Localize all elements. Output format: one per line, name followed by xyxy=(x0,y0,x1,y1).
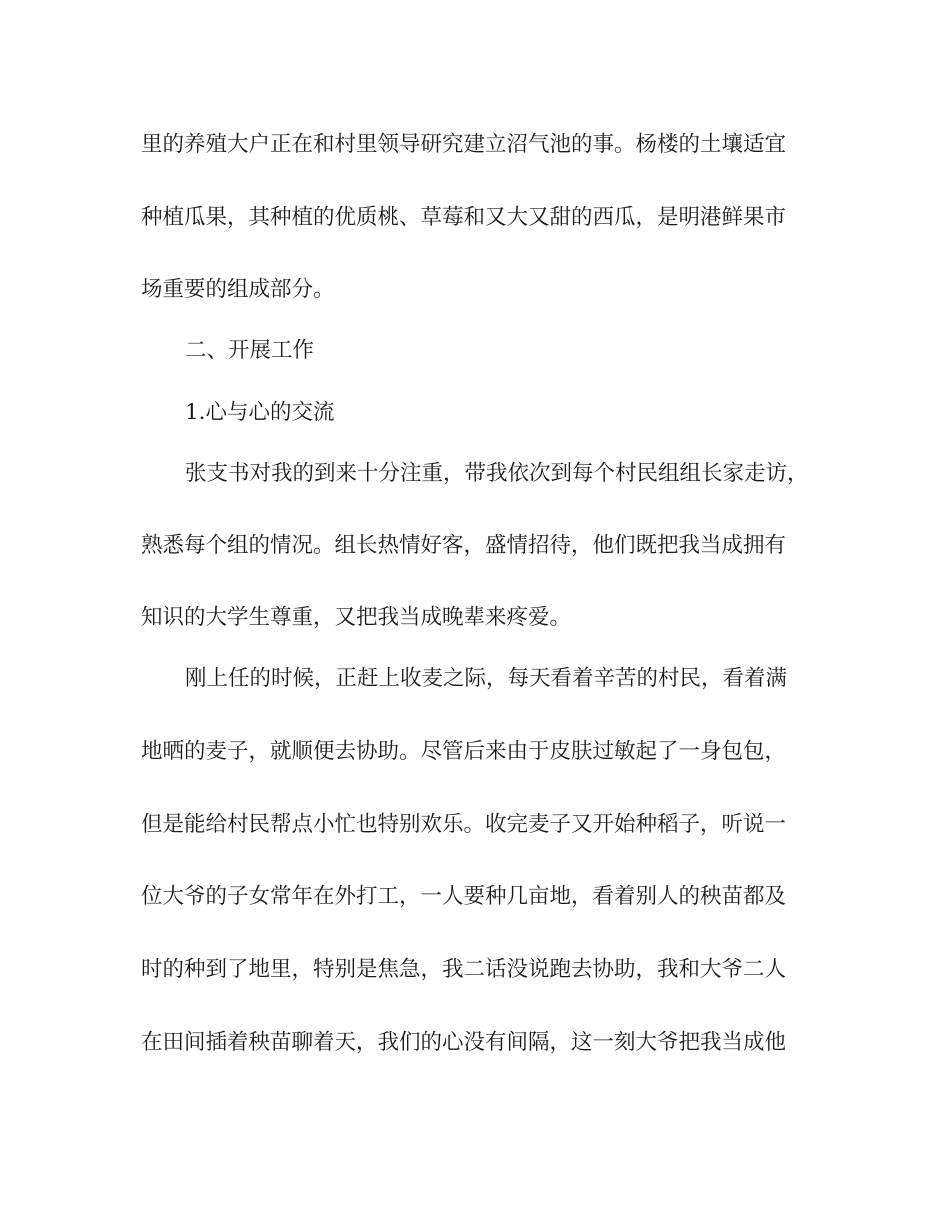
section-heading: 二、开展工作 xyxy=(185,338,315,363)
body-text-line: 但是能给村民帮点小忙也特别欢乐。收完麦子又开始种稻子，听说一 xyxy=(141,812,787,837)
body-text-line: 里的养殖大户正在和村里领导研究建立沼气池的事。杨楼的土壤适宜 xyxy=(141,132,787,157)
body-text-line: 知识的大学生尊重，又把我当成晚辈来疼爱。 xyxy=(141,605,572,630)
body-text-line: 张支书对我的到来十分注重，带我依次到每个村民组组长家走访， xyxy=(185,461,809,486)
body-text-line: 在田间插着秧苗聊着天，我们的心没有间隔，这一刻大爷把我当成他 xyxy=(141,1030,787,1055)
body-text-line: 地晒的麦子，就顺便去协助。尽管后来由于皮肤过敏起了一身包包， xyxy=(141,739,787,764)
body-text-line: 刚上任的时候，正赶上收麦之际，每天看着辛苦的村民，看着满 xyxy=(185,666,788,691)
body-text-line: 种植瓜果，其种植的优质桃、草莓和又大又甜的西瓜，是明港鲜果市 xyxy=(141,205,787,230)
body-text-line: 场重要的组成部分。 xyxy=(141,277,335,302)
subsection-heading: 1.心与心的交流 xyxy=(185,400,335,425)
body-text-line: 熟悉每个组的情况。组长热情好客，盛情招待，他们既把我当成拥有 xyxy=(141,533,787,558)
body-text-line: 时的种到了地里，特别是焦急，我二话没说跑去协助，我和大爷二人 xyxy=(141,957,787,982)
body-text-line: 位大爷的子女常年在外打工，一人要种几亩地，看着别人的秧苗都及 xyxy=(141,884,787,909)
